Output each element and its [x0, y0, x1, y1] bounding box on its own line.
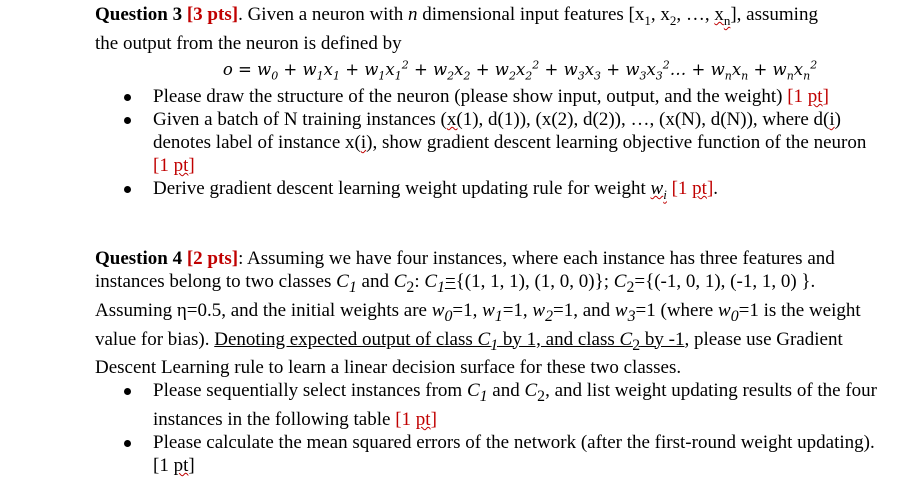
point-label: [1 pt]: [787, 85, 829, 107]
neuron-output-equation: $o = w_0 + w_1x_1 + w_1x_1^2 + w_2x_2 + w_2x_2^2 + w_3x_3$ + $w_3x_3^2\dots + w_nx_n + w_nx_n^2$: [222, 58, 818, 83]
question-4-bullets: [95, 379, 885, 477]
list-item: Derive gradient descent learning weight updating rule for weight $w_i$ [1 pt].: [95, 177, 885, 206]
list-item: Please draw the structure of the neuron (please show input, output, and the weight) [1 pt]: [95, 85, 885, 108]
question-3-intro: Question 3 [3 pts]. Given a neuron with n dimensional input features [$x_1$, $x_2$, …, $x_n$], assuming the output from the neuron is defined by: [95, 4, 818, 54]
point-label: [1 pt]: [153, 154, 195, 176]
point-label: [1 pt]: [395, 409, 437, 431]
expected-output-note: Denoting expected output of class $C_1$ by 1, and class $C_2$ by -1: [214, 328, 685, 354]
point-label: [1 pt]: [153, 455, 195, 477]
point-label: [1 pt]: [671, 177, 714, 199]
question-4-intro: Question 4 [2 pts]: Assuming we have four instances, where each instance has three features and instances belong to two classes $C_1$ and $C_2$: $C_1=\{(1$, 1, 1), (1, 0, 0)}; $C_2=\{(-1$, 0, 1), (-1, 1, 0) }. Assuming η=0.5, and the initial weights are $w_0=1$, $w_1=1$, $w_2=1$, and $w_3=1$ (where $w_0=1$ is the weight value for bias). Denoting expected output of class $C_1$ by 1, and class $C_2$ by -1, please use Gradient Descent Learning rule to learn a linear decision surface for these two classes.: [95, 248, 861, 379]
question-3-intro-line2: the output from the neuron is defined by: [95, 32, 402, 54]
question-3-block: [95, 3, 885, 206]
question-4-points: [2 pts]: [186, 248, 239, 269]
question-3-bullets: [95, 85, 885, 206]
question-4-title: Question 4: [95, 248, 183, 269]
list-item: Given a batch of N training instances (x(1), d(1)), (x(2), d(2)), …, (x(N), d(N)), where d(i) denotes label of instance x(i), show gradient descent learning objective function of the neuron [1 pt]: [95, 108, 885, 177]
list-item: Please sequentially select instances from $C_1$ and $C_2$, and list weight updating results of the four instances in the following table [1 pt]: [95, 379, 885, 431]
question-4-block: [95, 247, 885, 477]
question-3-title: Question 3: [95, 4, 183, 25]
list-item: Please calculate the mean squared errors of the network (after the first-round weight updating). [1 pt]: [95, 431, 885, 477]
question-3-points: [3 pts]: [186, 4, 239, 25]
